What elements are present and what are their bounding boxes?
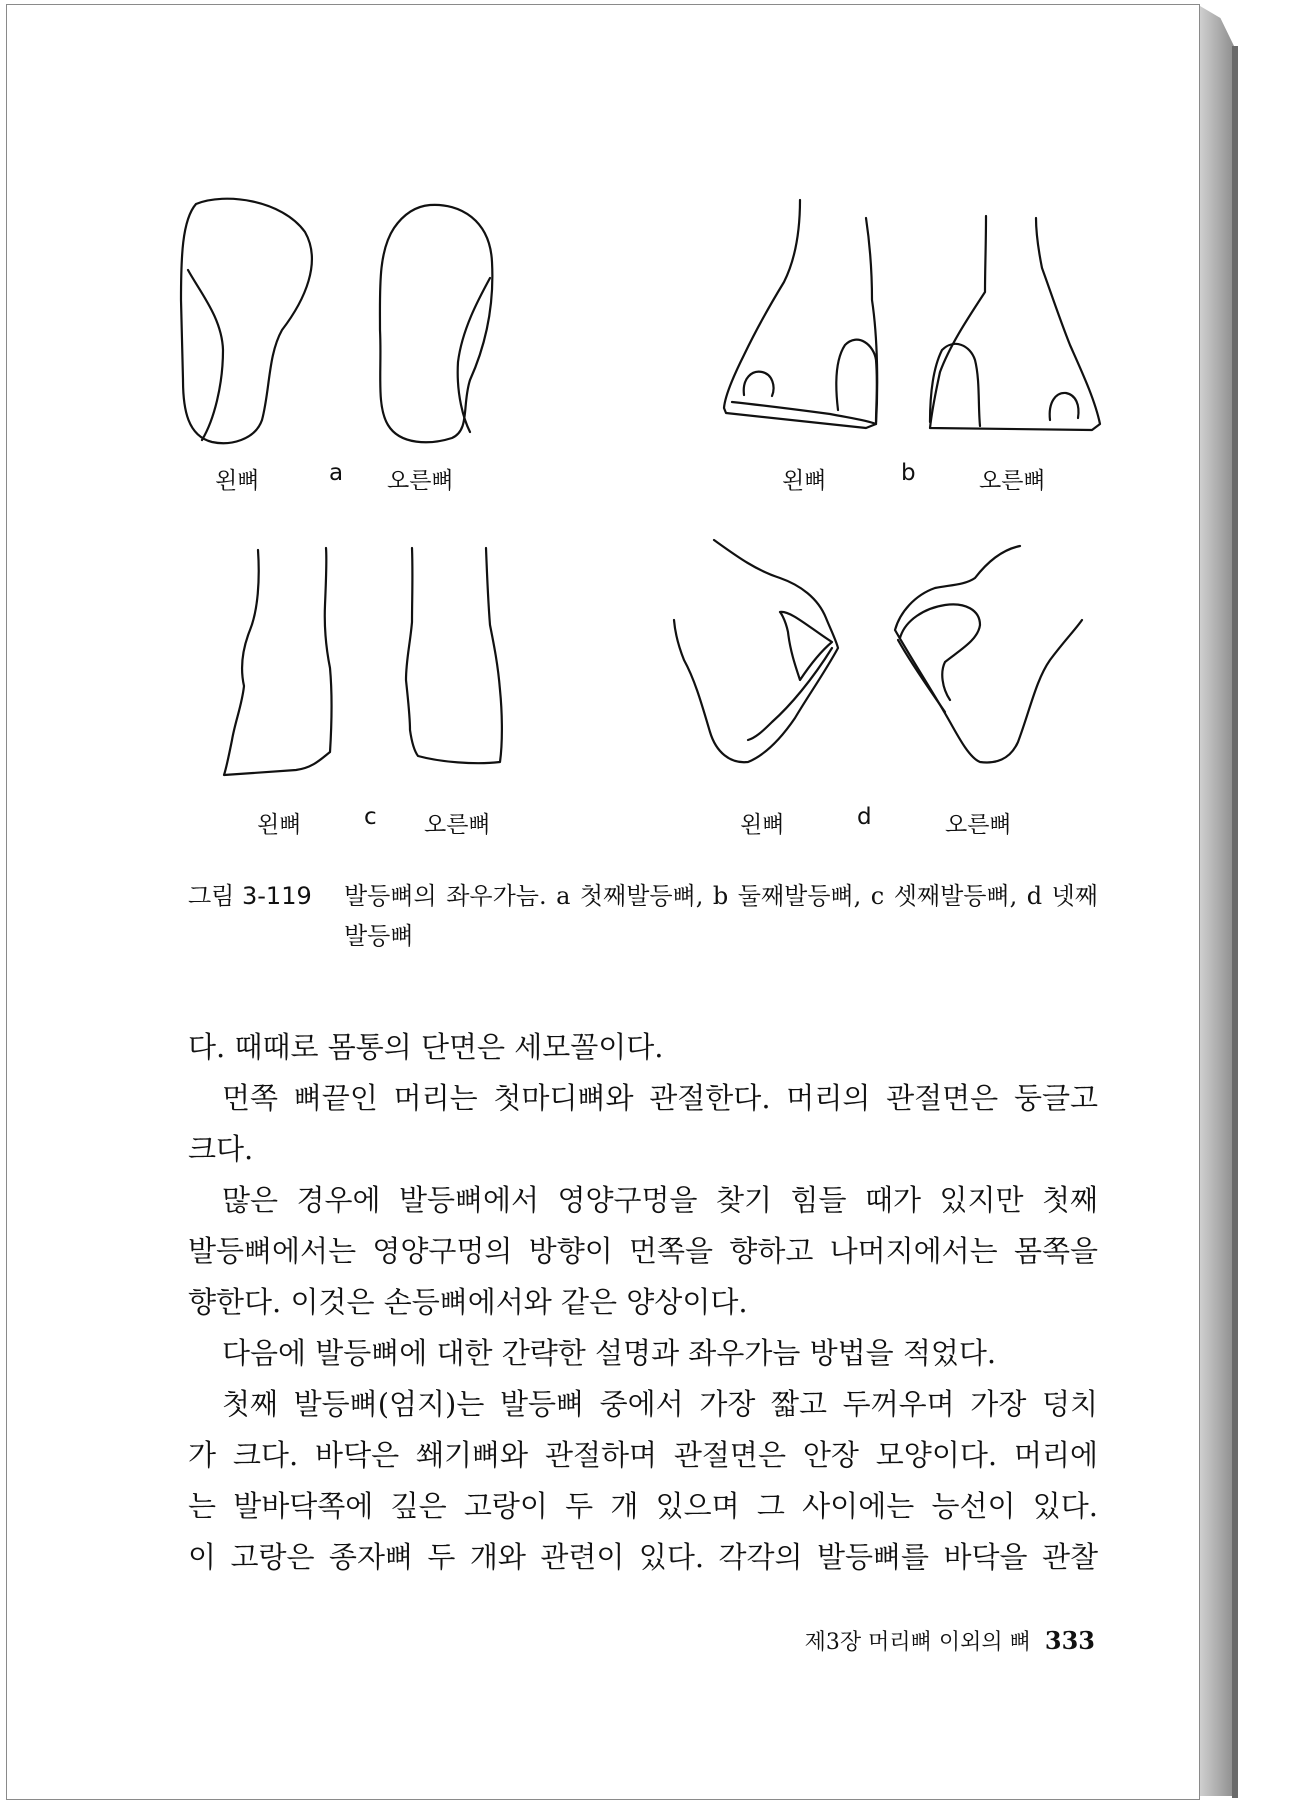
panel-d-letter: d	[857, 804, 872, 830]
body-line: 는 발바닥쪽에 깊은 고랑이 두 개 있으며 그 사이에는 능선이 있다.	[188, 1489, 1098, 1523]
panel-c-left-label: 왼뼈	[257, 812, 302, 838]
caption-text: 발등뼈의 좌우가늠. a 첫째발등뼈, b 둘째발등뼈, c 셋째발등뼈, d 넷째발등뼈	[344, 882, 1098, 950]
caption-number: 그림 3-119	[188, 882, 312, 910]
figure-d-right-bone	[895, 546, 1082, 762]
body-line: 첫째 발등뼈(엄지)는 발등뼈 중에서 가장 짧고 두꺼우며 가장 덩치	[222, 1387, 1098, 1421]
body-line: 가 크다. 바닥은 쐐기뼈와 관절하며 관절면은 안장 모양이다. 머리에	[188, 1438, 1098, 1472]
body-line: 먼쪽 뼈끝인 머리는 첫마디뼈와 관절한다. 머리의 관절면은 둥글고	[222, 1081, 1098, 1115]
figure-caption	[188, 876, 1098, 956]
panel-b-letter: b	[901, 460, 916, 486]
panel-b-left-label: 왼뼈	[782, 468, 827, 494]
figure-c-right-bone	[406, 548, 502, 763]
page-footer	[805, 1625, 1095, 1656]
figure-b-right-bone	[930, 216, 1100, 430]
figure-d-left-bone	[674, 540, 838, 762]
figure-b-left-bone	[724, 200, 877, 428]
body-line: 많은 경우에 발등뼈에서 영양구멍을 찾기 힘들 때가 있지만 첫째	[222, 1183, 1098, 1217]
panel-a-letter: a	[329, 460, 344, 486]
panel-c-right-label: 오른뼈	[424, 812, 491, 838]
page-number: 333	[1044, 1626, 1095, 1655]
panel-d-left-label: 왼뼈	[740, 812, 785, 838]
body-line: 다. 때때로 몸통의 단면은 세모꼴이다.	[188, 1030, 664, 1064]
body-line: 발등뼈에서는 영양구멍의 방향이 먼쪽을 향하고 나머지에서는 몸쪽을	[188, 1234, 1098, 1268]
figure-c-left-bone	[224, 548, 332, 775]
figure-a-left-bone	[181, 199, 312, 443]
panel-d-right-label: 오른뼈	[945, 812, 1012, 838]
body-line: 다음에 발등뼈에 대한 간략한 설명과 좌우가늠 방법을 적었다.	[222, 1336, 997, 1370]
body-line: 이 고랑은 종자뼈 두 개와 관련이 있다. 각각의 발등뼈를 바닥을 관찰	[188, 1540, 1098, 1574]
panel-a-left-label: 왼뼈	[215, 468, 260, 494]
panel-b-right-label: 오른뼈	[979, 468, 1046, 494]
panel-a-right-label: 오른뼈	[387, 468, 454, 494]
body-text	[188, 1022, 1098, 1583]
body-line: 향한다. 이것은 손등뼈에서와 같은 양상이다.	[188, 1285, 748, 1319]
body-line: 크다.	[188, 1132, 254, 1166]
running-head: 제3장 머리뼈 이외의 뼈	[804, 1630, 1031, 1655]
panel-c-letter: c	[364, 804, 377, 830]
figure-a-right-bone	[380, 205, 492, 442]
